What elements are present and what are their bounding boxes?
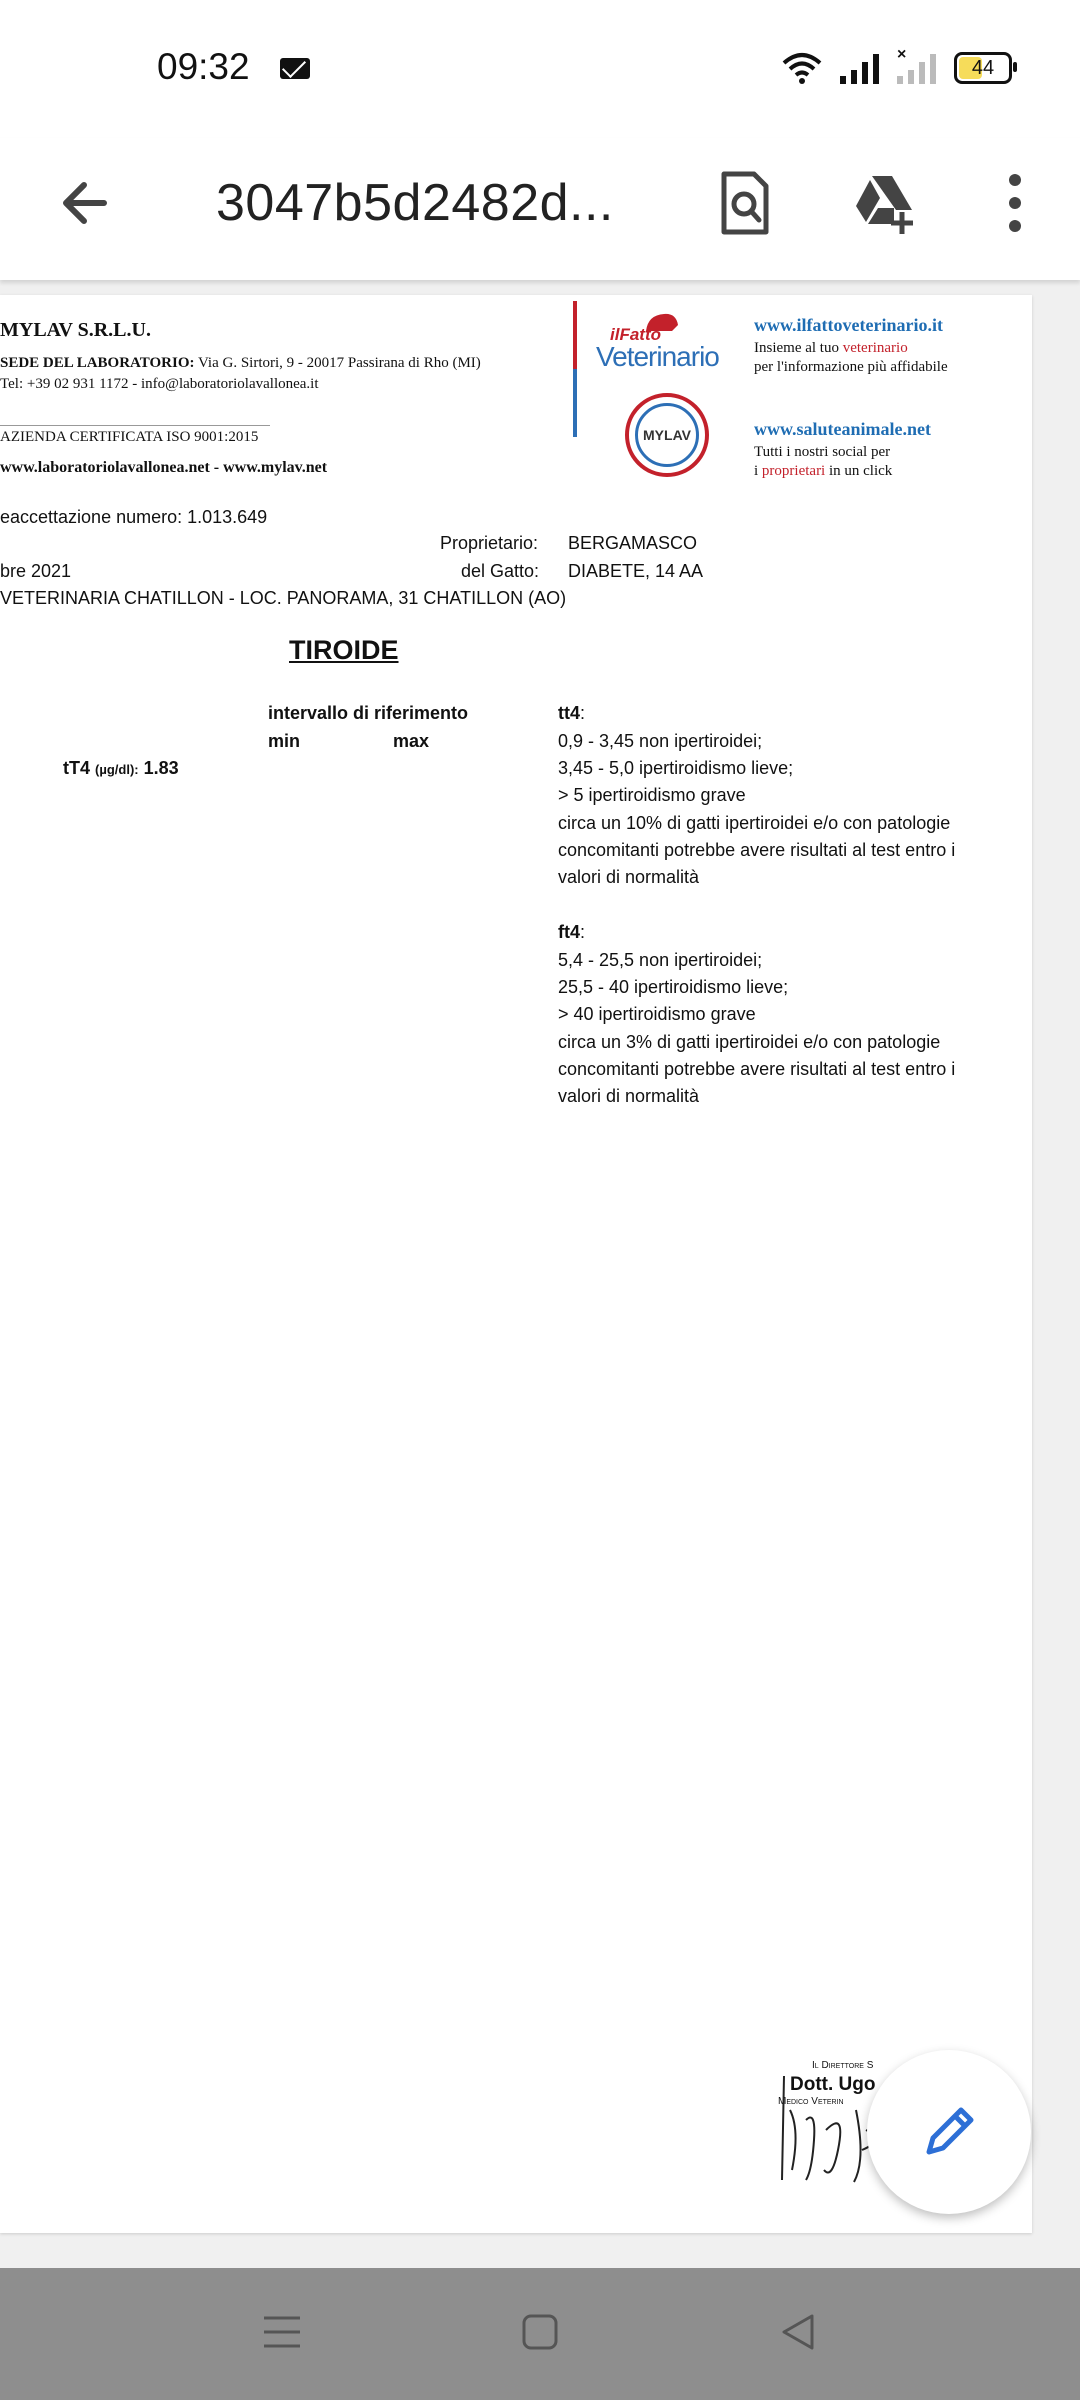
lab-address	[0, 355, 481, 372]
test-name: tT4	[63, 758, 90, 778]
tt4-line: valori di normalità	[558, 867, 700, 887]
document-title: 3047b5d2482d...	[216, 174, 614, 232]
edit-fab-button[interactable]	[867, 2050, 1031, 2214]
ft4-line: circa un 3% di gatti ipertiroidei e/o con patologie	[558, 1032, 941, 1052]
company-name: MYLAV S.R.L.U.	[0, 319, 151, 341]
lab-address-value: Via G. Sirtori, 9 - 20017 Passirana di Rho (MI)	[197, 355, 481, 371]
home-icon[interactable]	[520, 2312, 560, 2352]
tt4-title-text: tt4	[558, 703, 580, 723]
status-icons	[782, 48, 1012, 88]
promo-site1: www.ilfattoveterinario.it	[754, 315, 943, 335]
wifi-icon	[782, 51, 822, 85]
test-unit: (µg/dl):	[95, 762, 139, 777]
lab-websites: www.laboratoriolavallonea.net - www.mylav.net	[0, 459, 328, 476]
logo1-top-text: ilFatto	[610, 325, 661, 344]
promo-site2-line2-c: in un click	[825, 463, 893, 479]
ft4-line: 25,5 - 40 ipertiroidismo lieve;	[558, 977, 789, 997]
tt4-line: concomitanti potrebbe avere risultati al test entro i	[558, 840, 956, 860]
promo-site2: www.saluteanimale.net	[754, 419, 931, 439]
status-time: 09:32	[157, 46, 250, 87]
signature-name: Dott. Ugo	[790, 2074, 876, 2095]
test-result-row	[63, 758, 179, 779]
certification: AZIENDA CERTIFICATA ISO 9001:2015	[0, 429, 259, 445]
signal-icon	[840, 52, 879, 84]
promo-site1-line1-a: Insieme al tuo	[754, 340, 843, 356]
menu-icon[interactable]	[262, 2312, 302, 2352]
logo-bar-red	[573, 301, 577, 369]
tt4-line: circa un 10% di gatti ipertiroidei e/o con patologie	[558, 813, 951, 833]
lab-contact: Tel: +39 02 931 1172 - info@laboratoriolavallonea.it	[0, 376, 319, 392]
ilfattoveterinario-logo	[594, 311, 734, 371]
promo-site1-line1	[754, 340, 908, 357]
battery-level: 44	[971, 56, 995, 79]
owner-value: BERGAMASCO	[568, 533, 698, 553]
document-page	[0, 295, 1032, 2233]
promo-site1-line2: per l'informazione più affidabile	[754, 359, 948, 375]
tt4-line: 3,45 - 5,0 ipertiroidismo lieve;	[558, 758, 794, 778]
signature-role: Il Direttore S	[812, 2060, 874, 2071]
promo-site2-line1: Tutti i nostri social per	[754, 444, 891, 460]
mylav-logo-text: MYLAV	[643, 427, 691, 443]
logo-bar-blue	[573, 369, 577, 437]
lab-address-label: SEDE DEL LABORATORIO:	[0, 355, 195, 371]
reference-interval-header: intervallo di riferimento	[268, 703, 469, 723]
signal-no-service-icon: ×	[897, 52, 936, 84]
system-navigation-bar	[0, 2268, 1080, 2400]
tt4-title: tt4:	[558, 703, 586, 723]
ft4-line: valori di normalità	[558, 1086, 700, 1106]
find-in-document-icon[interactable]	[710, 168, 780, 238]
clinic-address: VETERINARIA CHATILLON - LOC. PANORAMA, 31 CHATILLON (AO)	[0, 588, 567, 608]
battery-icon	[954, 52, 1012, 84]
tt4-line: 0,9 - 3,45 non ipertiroidei;	[558, 731, 763, 751]
ft4-line: > 40 ipertiroidismo grave	[558, 1004, 756, 1024]
tt4-line: > 5 ipertiroidismo grave	[558, 785, 746, 805]
ft4-title: ft4:	[558, 922, 586, 942]
owner-label: Proprietario:	[440, 533, 539, 553]
mail-notification-icon	[280, 58, 310, 79]
logo1-bottom-text: Veterinario	[596, 341, 719, 372]
add-to-drive-icon[interactable]	[850, 168, 920, 238]
status-bar	[0, 0, 1080, 138]
signature-title: Medico Veterin	[778, 2096, 844, 2107]
promo-site1-line1-b: veterinario	[842, 340, 908, 356]
back-arrow-icon[interactable]	[52, 168, 122, 238]
max-header: max	[393, 731, 430, 751]
cat-label: del Gatto:	[461, 561, 540, 581]
report-date: bre 2021	[0, 561, 72, 581]
pencil-icon	[917, 2100, 981, 2164]
acceptance-number: eaccettazione numero: 1.013.649	[0, 507, 268, 527]
test-value: 1.83	[143, 758, 179, 778]
ft4-line: 5,4 - 25,5 non ipertiroidei;	[558, 950, 763, 970]
ft4-title-text: ft4	[558, 922, 580, 942]
app-bar	[0, 138, 1080, 280]
promo-site2-line2	[754, 463, 892, 480]
more-options-icon[interactable]	[980, 168, 1050, 238]
min-header: min	[268, 731, 301, 751]
promo-site2-line2-a: i	[754, 463, 762, 479]
mylav-logo	[625, 393, 709, 477]
back-nav-icon[interactable]	[778, 2312, 818, 2352]
section-title: TIROIDE	[289, 635, 399, 665]
divider	[0, 425, 270, 426]
ft4-line: concomitanti potrebbe avere risultati al test entro i	[558, 1059, 956, 1079]
promo-site2-line2-b: proprietari	[761, 463, 826, 479]
cat-value: DIABETE, 14 AA	[568, 561, 704, 581]
